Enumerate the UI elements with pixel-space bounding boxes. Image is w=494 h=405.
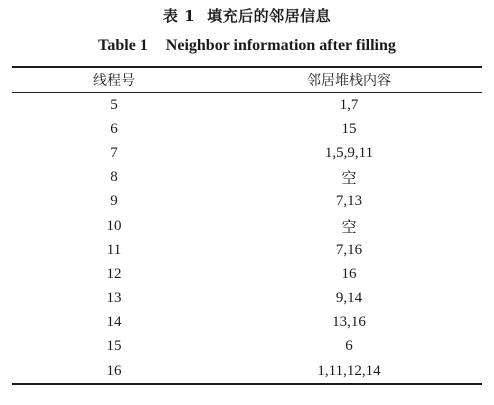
thread-number-cell: 15 — [106, 338, 122, 355]
neighbor-stack-cell: 空 — [341, 171, 357, 188]
neighbor-stack-cell: 空 — [341, 219, 357, 236]
thread-number-cell: 16 — [106, 362, 122, 379]
table-header-row — [12, 68, 482, 92]
table-title-chinese: 填充后的邻居信息 — [207, 7, 332, 25]
table-title-english: Neighbor information after filling — [165, 37, 396, 54]
thread-number-cell: 5 — [110, 96, 118, 113]
neighbor-stack-cell: 1,7 — [339, 96, 359, 113]
thread-number-cell: 8 — [110, 169, 118, 186]
thread-number-cell: 13 — [106, 290, 122, 307]
table-row — [12, 262, 482, 286]
thread-number-cell: 7 — [110, 144, 118, 161]
thread-number-cell: 10 — [106, 217, 122, 234]
table-row — [12, 238, 482, 262]
table-row — [12, 335, 482, 359]
thread-number-cell: 14 — [106, 314, 122, 331]
table-number-chinese: 表 1 — [162, 7, 196, 25]
header-thread-number: 线程号 — [93, 73, 135, 89]
header-neighbor-stack: 邻居堆栈内容 — [307, 73, 391, 89]
neighbor-stack-cell: 6 — [345, 338, 353, 355]
thread-number-cell: 11 — [106, 241, 122, 258]
neighbor-stack-cell: 16 — [341, 265, 357, 282]
table-row — [12, 141, 482, 165]
table-caption-english — [0, 36, 494, 56]
thread-number-cell: 9 — [110, 193, 118, 210]
table-caption-chinese — [0, 6, 494, 26]
thread-number-cell: 6 — [110, 120, 118, 137]
table-row — [12, 190, 482, 214]
neighbor-stack-cell: 1,11,12,14 — [317, 362, 381, 379]
thread-number-cell: 12 — [106, 265, 122, 282]
table-row — [12, 117, 482, 141]
neighbor-stack-cell: 9,14 — [335, 290, 363, 307]
table-row — [12, 287, 482, 311]
table-bottom-rule — [12, 383, 482, 385]
neighbor-stack-cell: 15 — [341, 120, 357, 137]
table-row — [12, 166, 482, 190]
table-number-english: Table 1 — [98, 37, 148, 54]
table-row — [12, 93, 482, 117]
neighbor-stack-cell: 13,16 — [332, 314, 366, 331]
neighbor-stack-cell: 7,16 — [335, 241, 363, 258]
table-row — [12, 311, 482, 335]
neighbor-stack-cell: 7,13 — [335, 193, 363, 210]
table-body — [12, 93, 482, 383]
table-row — [12, 214, 482, 238]
neighbor-stack-cell: 1,5,9,11 — [324, 144, 374, 161]
table-row — [12, 359, 482, 383]
